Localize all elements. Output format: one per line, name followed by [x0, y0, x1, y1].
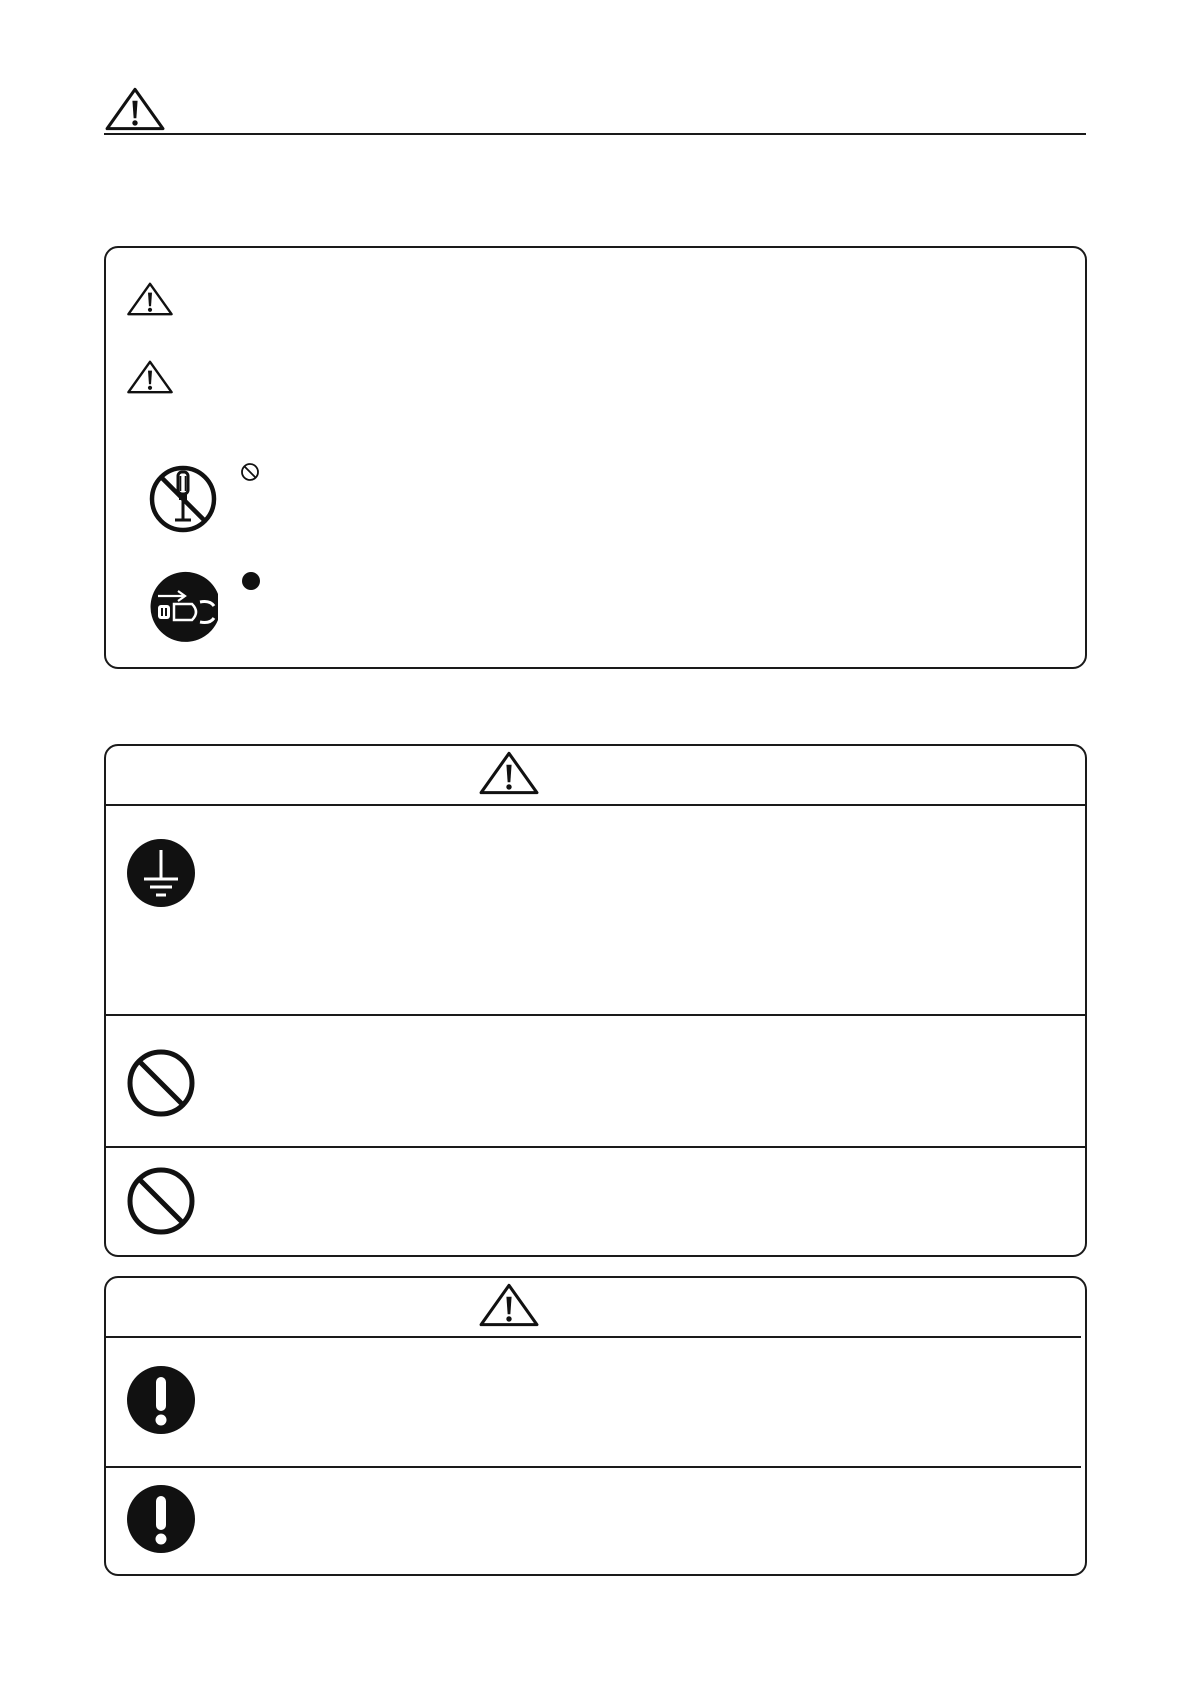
- prohibition-small-icon: [240, 462, 260, 482]
- mandatory-exclamation-icon: [126, 1484, 196, 1554]
- caution-section-triangle-icon: [478, 1282, 540, 1328]
- mandatory-dot-icon: [241, 571, 261, 591]
- mandatory-exclamation-icon: [126, 1365, 196, 1435]
- warning-section-triangle-icon: [478, 750, 540, 796]
- header-warning-icon: [104, 86, 166, 132]
- unplug-icon: [148, 572, 218, 642]
- prohibition-icon: [126, 1048, 196, 1118]
- header-rule: [104, 133, 1086, 135]
- warning-triangle-icon: [126, 281, 174, 317]
- no-disassembly-icon: [148, 464, 218, 534]
- caution-triangle-icon: [126, 359, 174, 395]
- warning-row-divider: [106, 1014, 1085, 1016]
- warning-row-divider: [106, 1146, 1085, 1148]
- caution-section: [104, 1276, 1087, 1576]
- caution-row-divider: [106, 1466, 1081, 1468]
- prohibition-icon: [126, 1166, 196, 1236]
- caution-section-divider: [106, 1336, 1081, 1338]
- ground-icon: [126, 838, 196, 908]
- warning-section: [104, 744, 1087, 1257]
- warning-section-divider: [106, 804, 1085, 806]
- legend-box: [104, 246, 1087, 669]
